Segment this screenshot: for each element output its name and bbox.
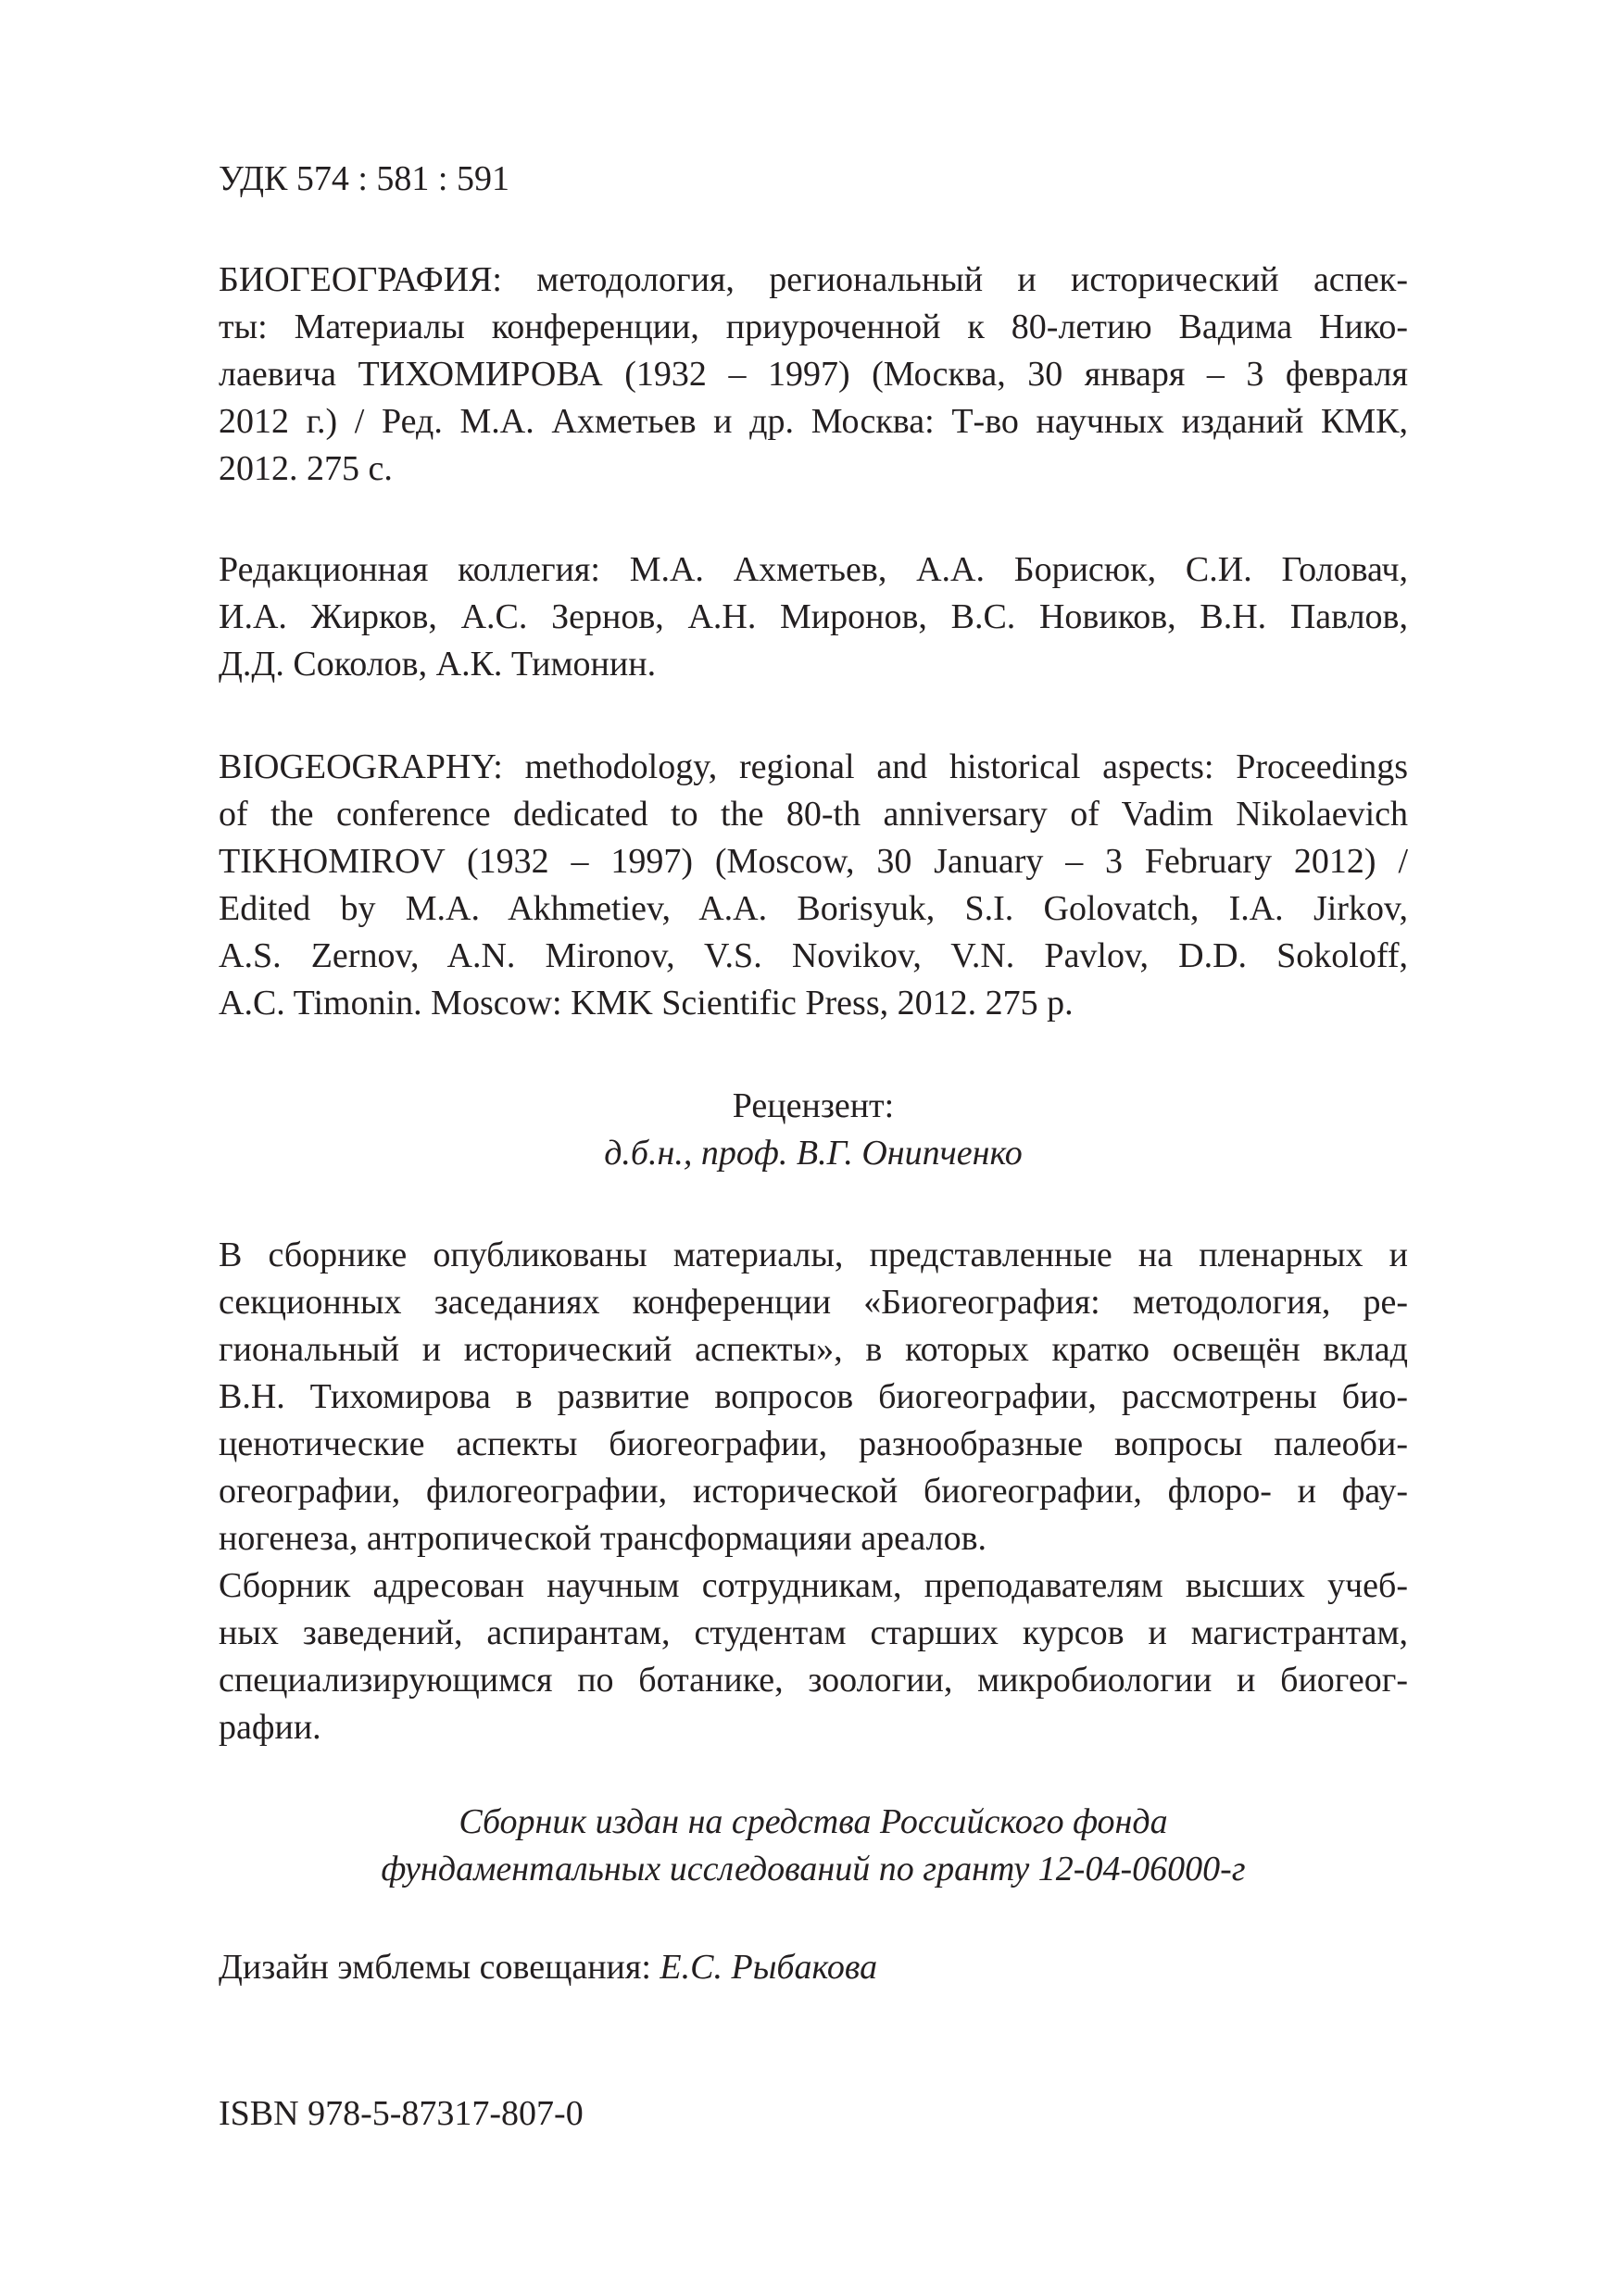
bibliography-en-line: BIOGEOGRAPHY: methodology, regional and historical aspects: Proceedings — [219, 747, 1408, 786]
annotation-line: В.Н. Тихомирова в развитие вопросов биогеографии, рассмотрены био- — [219, 1377, 1408, 1416]
annotation-line: ногенеза, антропической трансформацияи ареалов. — [219, 1519, 987, 1558]
reviewer-name: д.б.н., проф. В.Г. Онипченко — [604, 1134, 1023, 1173]
annotation-line: рафии. — [219, 1708, 321, 1747]
editorial-board-line: И.А. Жирков, А.С. Зернов, А.Н. Миронов, В.С. Новиков, В.Н. Павлов, — [219, 597, 1408, 636]
udk-code: УДК 574 : 581 : 591 — [219, 159, 509, 198]
editorial-board-line: Д.Д. Соколов, А.К. Тимонин. — [219, 645, 657, 684]
funding-line: Сборник издан на средства Российского фонда — [459, 1802, 1168, 1841]
isbn: ISBN 978-5-87317-807-0 — [219, 2094, 584, 2133]
editorial-board — [219, 546, 1408, 688]
annotation-line: ных заведений, аспирантам, студентам старших курсов и магистрантам, — [219, 1613, 1408, 1652]
annotation-line: огеографии, филогеографии, исторической биогеографии, флоро- и фау- — [219, 1472, 1408, 1511]
design-credit-label: Дизайн эмблемы совещания: — [219, 1948, 660, 1987]
annotation — [219, 1232, 1408, 1751]
annotation-line: ценотические аспекты биогеографии, разнообразные вопросы палеоби- — [219, 1424, 1408, 1463]
editorial-board-line: Редакционная коллегия: М.А. Ахметьев, А.А. Борисюк, С.И. Головач, — [219, 550, 1408, 589]
bibliography-ru-line: ты: Материалы конференции, приуроченной к 80-летию Вадима Нико- — [219, 307, 1408, 346]
annotation-line: секционных заседаниях конференции «Биогеография: методология, ре- — [219, 1283, 1408, 1322]
bibliography-en-line: of the conference dedicated to the 80-th anniversary of Vadim Nikolaevich — [219, 795, 1408, 834]
bibliography-en-line: TIKHOMIROV (1932 – 1997) (Moscow, 30 January – 3 February 2012) / — [219, 842, 1408, 881]
design-credit-author: Е.С. Рыбакова — [660, 1948, 878, 1987]
design-credit — [219, 1944, 1408, 1991]
bibliography-ru-line: 2012 г.) / Ред. М.А. Ахметьев и др. Москва: Т-во научных изданий КМК, — [219, 402, 1408, 441]
annotation-line: гиональный и исторический аспекты», в которых кратко освещён вклад — [219, 1330, 1408, 1369]
annotation-line: специализирующимся по ботанике, зоологии, микробиологии и биогеог- — [219, 1661, 1408, 1700]
bibliography-en-line: A.C. Timonin. Moscow: KMK Scientific Press, 2012. 275 p. — [219, 984, 1074, 1023]
funding-line: фундаментальных исследований по гранту 12-04-06000-г — [381, 1850, 1246, 1888]
bibliography-en — [219, 744, 1408, 1027]
bibliography-ru-line: лаевича ТИХОМИРОВА (1932 – 1997) (Москва, 30 января – 3 февраля — [219, 355, 1408, 394]
annotation-line: В сборнике опубликованы материалы, представленные на пленарных и — [219, 1236, 1408, 1274]
funding-note — [219, 1799, 1408, 1893]
bibliography-ru-line: 2012. 275 с. — [219, 449, 393, 488]
reviewer-block — [219, 1083, 1408, 1177]
reviewer-label: Рецензент: — [732, 1086, 895, 1125]
bibliography-ru-line: БИОГЕОГРАФИЯ: методология, региональный и исторический аспек- — [219, 260, 1408, 299]
bibliography-en-line: A.S. Zernov, A.N. Mironov, V.S. Novikov, V.N. Pavlov, D.D. Sokoloff, — [219, 936, 1408, 975]
annotation-line: Сборник адресован научным сотрудникам, преподавателям высших учеб- — [219, 1566, 1408, 1605]
document-page — [219, 156, 1408, 2138]
bibliography-ru — [219, 257, 1408, 493]
bibliography-en-line: Edited by M.A. Akhmetiev, A.A. Borisyuk, S.I. Golovatch, I.A. Jirkov, — [219, 889, 1408, 928]
